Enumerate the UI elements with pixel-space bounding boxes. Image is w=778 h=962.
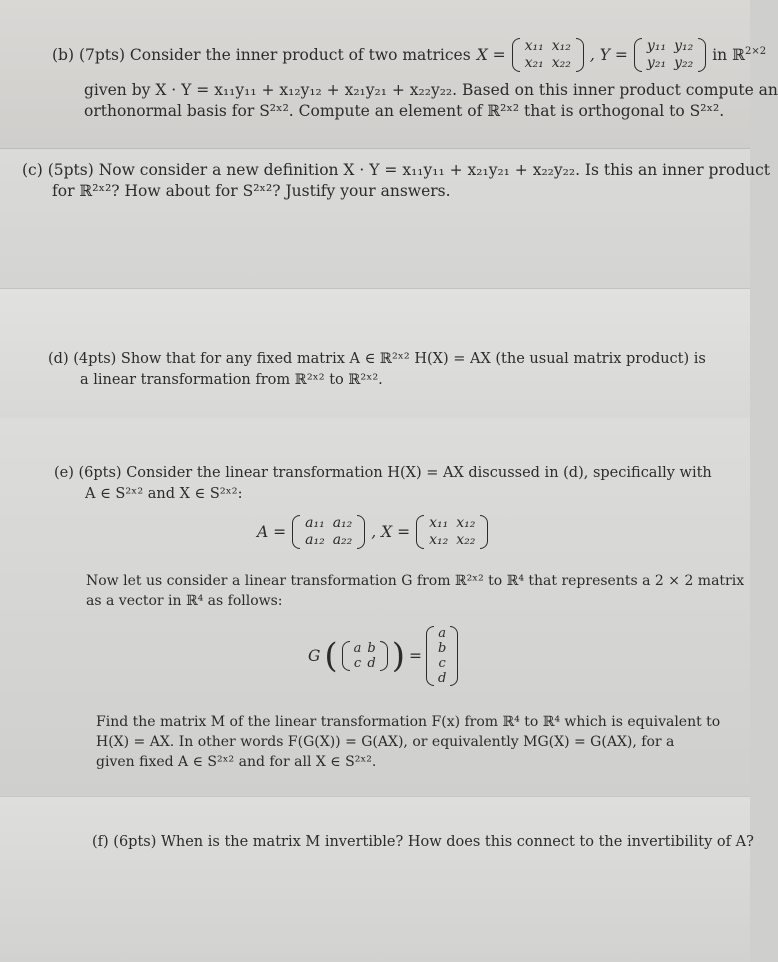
problem-e-line-6: H(X) = AX. In other words F(G(X)) = G(AX), or equivalently MG(X) = G(AX), for a bbox=[96, 734, 675, 750]
problem-c-line-1: (c) (5pts) Now consider a new definition X · Y = x₁₁y₁₁ + x₂₁y₂₁ + x₂₂y₂₂. Is this an inner product bbox=[22, 161, 771, 179]
g-label: G bbox=[308, 647, 321, 665]
matrix-x-label: , X = bbox=[371, 523, 411, 541]
problem-b-space: in ℝ$^{2\times 2}$ bbox=[712, 46, 767, 64]
problem-b-line-3: orthonormal basis for S²ˣ². Compute an element of ℝ²ˣ² that is orthogonal to S²ˣ². bbox=[84, 102, 725, 120]
section-b-strip bbox=[0, 0, 750, 148]
problem-e-line-2: A ∈ S²ˣ² and X ∈ S²ˣ²: bbox=[85, 486, 243, 502]
problem-e-line-5: Find the matrix M of the linear transformation F(x) from ℝ⁴ to ℝ⁴ which is equivalent to bbox=[96, 714, 721, 730]
problem-b-lead: (b) (7pts) Consider the inner product of two matrices bbox=[52, 46, 471, 64]
g-close-paren: ) bbox=[391, 636, 406, 676]
g-equals: = bbox=[409, 647, 423, 665]
section-f-strip bbox=[0, 796, 750, 962]
problem-b-line-1 bbox=[52, 38, 766, 72]
problem-c-line-2: for ℝ²ˣ²? How about for S²ˣ²? Justify your answers. bbox=[52, 182, 451, 200]
problem-e-line-7: given fixed A ∈ S²ˣ² and for all X ∈ S²ˣ². bbox=[96, 754, 377, 770]
problem-e-line-3: Now let us consider a linear transformation G from ℝ²ˣ² to ℝ⁴ that represents a 2 × 2 matrix bbox=[86, 573, 745, 589]
problem-e-line-1: (e) (6pts) Consider the linear transformation H(X) = AX discussed in (d), specifically with bbox=[54, 465, 712, 481]
g-argument-matrix: a b c d bbox=[342, 641, 388, 671]
problem-f-line-1: (f) (6pts) When is the matrix M invertible? How does this connect to the invertibility of A? bbox=[92, 834, 754, 850]
matrix-a: a₁₁ a₁₂ a₁₂ a₂₂ bbox=[292, 515, 365, 549]
problem-e-line-4: as a vector in ℝ⁴ as follows: bbox=[86, 593, 283, 609]
matrix-a-label: A = bbox=[257, 523, 287, 541]
g-open-paren: ( bbox=[324, 636, 338, 676]
problem-b-y-matrix: y₁₁ y₁₂ y₂₁ y₂₂ bbox=[634, 38, 706, 72]
g-result-vector: a b c d bbox=[426, 626, 458, 686]
problem-b-x-label: X = bbox=[476, 46, 506, 64]
problem-b-x-matrix: x₁₁ x₁₂ x₂₁ x₂₂ bbox=[512, 38, 584, 72]
problem-b-y-label: , Y = bbox=[589, 46, 628, 64]
problem-b-line-2: given by X · Y = x₁₁y₁₁ + x₁₂y₁₂ + x₂₁y₂₁ + x₂₂y₂₂. Based on this inner product compute an bbox=[84, 81, 778, 99]
matrix-x: x₁₁ x₁₂ x₁₂ x₂₂ bbox=[416, 515, 488, 549]
problem-e-matrices bbox=[257, 515, 488, 549]
problem-d-line-1: (d) (4pts) Show that for any fixed matrix A ∈ ℝ²ˣ² H(X) = AX (the usual matrix product) is bbox=[48, 351, 706, 367]
g-map-equation bbox=[308, 626, 458, 686]
problem-d-line-2: a linear transformation from ℝ²ˣ² to ℝ²ˣ². bbox=[80, 372, 383, 388]
